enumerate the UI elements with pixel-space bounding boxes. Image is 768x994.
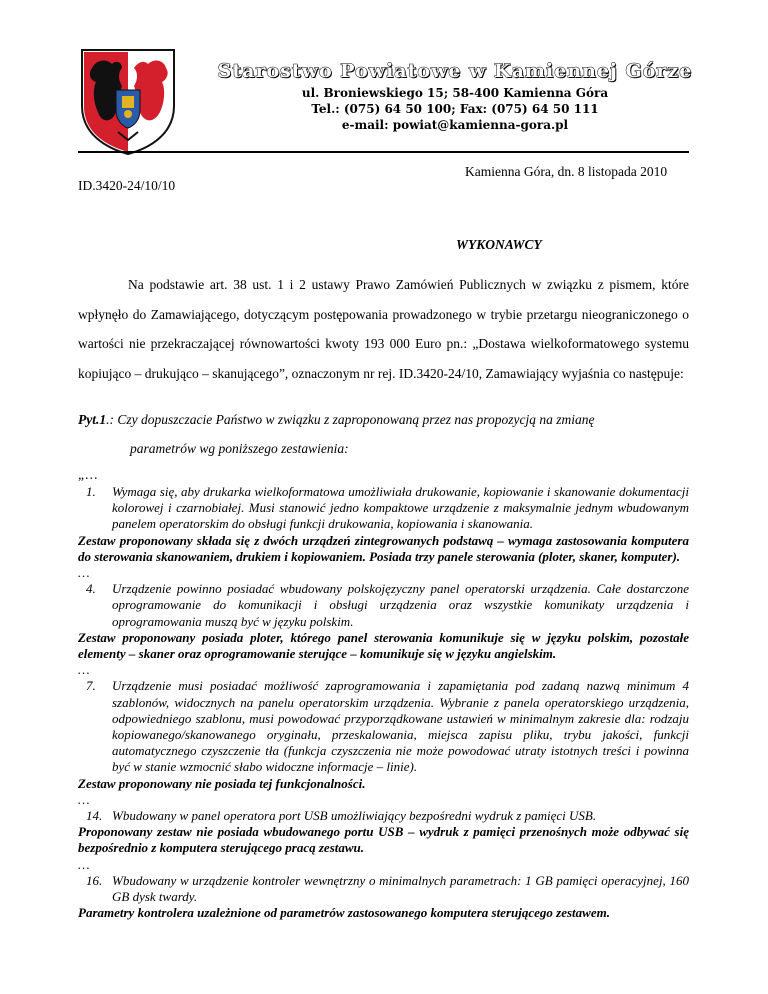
answer-text: Zestaw proponowany posiada ploter, którego panel sterowania komunikuje się w języku polskim, pozostałe elementy – skaner oraz oprogramowanie sterujące – komunikuje się w języku angielskim. bbox=[78, 629, 689, 662]
quote-open: „… bbox=[78, 467, 98, 482]
org-name: Starostwo Powiatowe w Kamiennej Górze bbox=[217, 60, 693, 82]
header-divider bbox=[78, 151, 689, 153]
answer-text: Zestaw proponowany nie posiada tej funkcjonalności. bbox=[78, 775, 366, 791]
requirement-item bbox=[78, 808, 689, 824]
requirement-text: Urządzenie powinno posiadać wbudowany polskojęzyczny panel operatorski urządzenia. Całe dostarczone oprogramowanie do komunikacji i obsługi urządzenia oraz wszystkie komunikaty urządzenia i oprogramowania muszą być w języku polskim. bbox=[112, 581, 689, 629]
answer-text: Proponowany zestaw nie posiada wbudowanego portu USB – wydruk z pamięci przenośnych może odbywać się bezpośrednio z komputera sterującego pracą zestawu. bbox=[78, 824, 689, 856]
answer-text: Zestaw proponowany składa się z dwóch urządzeń zintegrowanych podstawą – wymaga zastosowania komputera do sterowania skanowaniem, drukiem i kopiowaniem. Posiada trzy panele sterowania (ploter, skaner, komputer). bbox=[78, 532, 689, 564]
ellipsis: … bbox=[78, 565, 90, 581]
org-address: ul. Broniewskiego 15; 58-400 Kamienna Góra bbox=[301, 86, 609, 100]
question-text-a: .: Czy dopuszczacie Państwo w związku z zaproponowaną przez nas propozycją na zmianę bbox=[106, 412, 595, 427]
question-text-b: parametrów wg poniższego zestawienia: bbox=[130, 441, 349, 456]
intro-paragraph bbox=[78, 270, 689, 388]
answer-text: Parametry kontrolera uzależnione od parametrów zastosowanego komputera sterującego zestawem. bbox=[78, 905, 610, 921]
coat-of-arms-icon bbox=[78, 46, 178, 156]
item-number: 16. bbox=[86, 872, 103, 888]
ellipsis: … bbox=[78, 791, 90, 807]
addressee: WYKONAWCY bbox=[456, 237, 542, 252]
requirement-text: Wbudowany w urządzenie kontroler wewnętrzny o minimalnych parametrach: 1 GB pamięci operacyjnej, 160 GB dysk twardy. bbox=[112, 872, 689, 905]
question-block bbox=[78, 405, 689, 463]
question-label: Pyt.1 bbox=[78, 412, 107, 427]
requirement-text: Wymaga się, aby drukarka wielkoformatowa umożliwiała drukowanie, kopiowanie i skanowanie dokumentacji kolorowej i czarnobiałej. Musi stanowić jedno kompaktowe urządzenie z maksymalnie jednym wbudowanym panelem operatorskim do obsługi funkcji drukowania, kopiowania i skanowania. bbox=[112, 484, 689, 532]
requirement-item bbox=[78, 484, 689, 533]
item-number: 7. bbox=[86, 678, 96, 694]
requirement-item bbox=[78, 873, 689, 905]
items-list bbox=[78, 484, 689, 921]
requirement-item bbox=[78, 581, 689, 630]
ellipsis: … bbox=[78, 662, 90, 678]
item-number: 4. bbox=[86, 581, 96, 597]
item-number: 14. bbox=[86, 808, 103, 824]
ellipsis: … bbox=[78, 856, 90, 872]
reference-number: ID.3420-24/10/10 bbox=[78, 178, 176, 193]
requirement-item bbox=[78, 678, 689, 775]
requirement-text: Wbudowany w panel operatora port USB umożliwiający bezpośredni wydruk z pamięci USB. bbox=[112, 808, 597, 824]
requirement-text: Urządzenie musi posiadać możliwość zaprogramowania i zapamiętania pod zadaną nazwą minimum 4 szablonów, widocznych na panelu operatorskim urządzenia. Wybranie z panela operatorskiego urządzenia, odpowiedniego szablonu, musi powodować przyporządkowane ustawień w minimalnym zakresie dla: rodzaju kopiowanego/skanowanego oryginału, przeskalowania, miejsca zapisu pliku, trybu jakości, funkcji automatycznego czyszczenie tła (funkcja czyszczenia nie może powodować utraty istotnych treści i powinna być w stanie wzmocnić słabo widoczne informacje – linie). bbox=[112, 678, 689, 775]
org-email: e-mail: powiat@kamienna-gora.pl bbox=[341, 118, 569, 132]
place-date: Kamienna Góra, dn. 8 listopada 2010 bbox=[465, 164, 668, 179]
intro-text: Na podstawie art. 38 ust. 1 i 2 ustawy Prawo Zamówień Publicznych w związku z pismem, które wpłynęło do Zamawiającego, dotyczącym postępowania prowadzonego w trybie przetargu nieograniczonego o wartości nie przekraczającej równowartości kwoty 193 000 Euro pn.: „Dostawa wielkoformatowego systemu kopiująco – drukująco – skanującego”, oznaczonym nr rej. ID.3420-24/10, Zamawiający wyjaśnia co następuje: bbox=[78, 277, 689, 381]
item-number: 1. bbox=[86, 484, 96, 499]
org-phone-fax: Tel.: (075) 64 50 100; Fax: (075) 64 50 111 bbox=[311, 102, 599, 116]
